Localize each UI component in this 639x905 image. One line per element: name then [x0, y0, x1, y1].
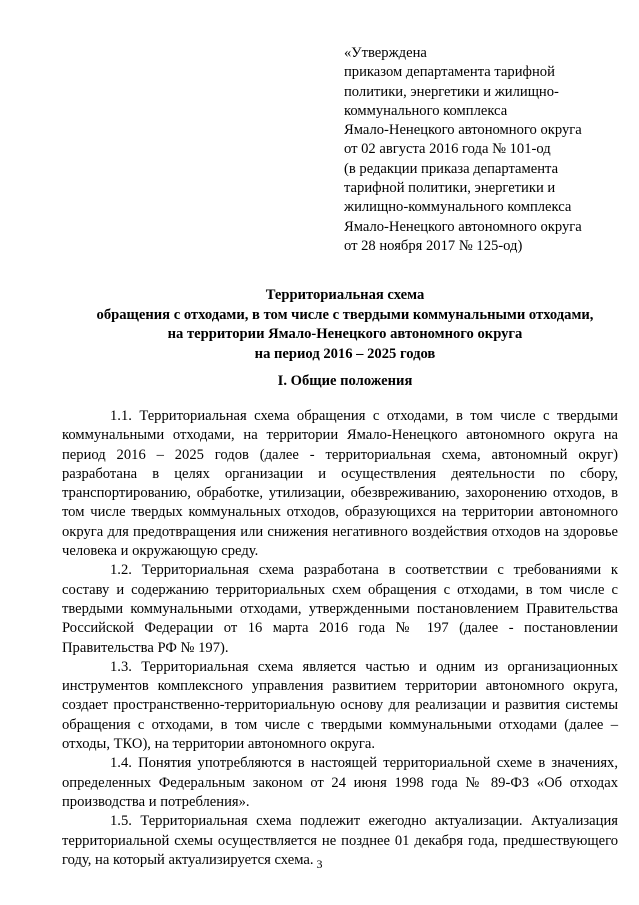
approval-line: тарифной политики, энергетики и	[344, 180, 556, 197]
paragraph-1-1: 1.1. Территориальная схема обращения с отходами, в том числе с твердыми коммунальными отходами, на территории Ямало-Ненецкого автономного округа на период 2016 – 2025 годов (далее - территориальная схема, автономный округ) разработана в целях организации и осуществления деятельности по сбору, транспортированию, обработке, утилизации, обезвреживанию, захоронению отходов, в том числе твердых коммунальных отходов, образующихся на территории автономного округа для предотвращения или снижения негативного воздействия отходов на здоровье человека и окружающую среду.	[62, 408, 618, 560]
approval-line: «Утверждена	[344, 45, 427, 61]
title-line: на период 2016 – 2025 годов	[254, 345, 436, 362]
paragraph-1-4: 1.4. Понятия употребляются в настоящей территориальной схеме в значениях, определенных Федеральным законом от 24 июня 1998 года № 89-ФЗ «Об отходах производства и потребления».	[62, 755, 618, 810]
paragraph-1-3: 1.3. Территориальная схема является частью и одним из организационных инструментов комплексного управления развитием территории автономного округа, создает пространственно-территориальную основу для реализации и развития системы обращения с отходами, в том числе с твердыми коммунальными отходами (далее – отходы, ТКО), на территории автономного округа.	[62, 658, 618, 753]
title-line: обращения с отходами, в том числе с твердыми коммунальными отходами,	[96, 306, 594, 323]
approval-line: Ямало-Ненецкого автономного округа	[344, 122, 582, 139]
approval-line: от 28 ноября 2017 № 125-од)	[344, 237, 523, 254]
approval-line: жилищно-коммунального комплекса	[344, 199, 572, 216]
document-title	[50, 286, 639, 364]
title-line: на территории Ямало-Ненецкого автономного округа	[167, 326, 523, 342]
paragraph-1-5: 1.5. Территориальная схема подлежит ежегодно актуализации. Актуализация территориальной схемы осуществляется не позднее 01 декабря года, предшествующего году, на который актуализируется схема.	[62, 813, 618, 868]
approval-line: от 02 августа 2016 года № 101-од	[344, 141, 551, 158]
paragraph-1-2: 1.2. Территориальная схема разработана в соответствии с требованиями к составу и содержанию территориальных схем обращения с отходами, в том числе с твердыми коммунальными отходами, утвержденными постановлением Правительства Российской Федерации от 16 марта 2016 года № 197 (далее - постановлении Правительства РФ № 197).	[62, 562, 618, 656]
approval-block	[344, 44, 614, 256]
section-body	[62, 407, 618, 870]
approval-line: приказом департамента тарифной	[344, 64, 555, 81]
approval-line: коммунального комплекса	[344, 102, 508, 119]
approval-line: политики, энергетики и жилищно-	[344, 83, 559, 100]
title-line: Территориальная схема	[265, 287, 425, 303]
approval-line: Ямало-Ненецкого автономного округа	[344, 218, 582, 235]
approval-line: (в редакции приказа департамента	[344, 160, 559, 177]
page-number: 3	[316, 857, 323, 871]
section-heading: I. Общие положения	[277, 373, 413, 389]
